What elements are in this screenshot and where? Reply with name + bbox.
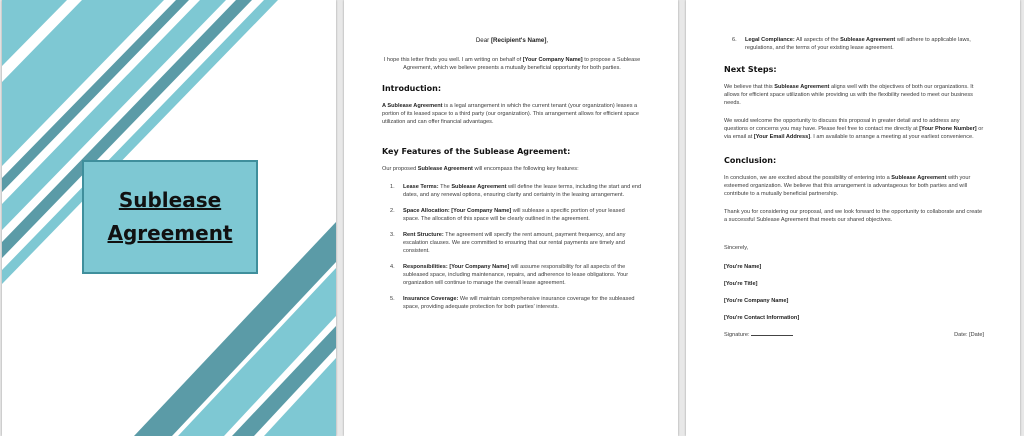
page-3-content [724,36,984,339]
list-item: 5. Insurance Coverage: We will maintain comprehensive insurance coverage for the subleased space, providing adequate protection for both parties' interests. [390,296,635,310]
next-steps-heading: Next Steps: [724,65,777,74]
list-item: 4. Responsibilities: [Your Company Name] will assume responsibility for all aspects of the subleased space, including maintenance, repairs, and adherence to lease obligations. Your organization will continue to manage the overall lease agreement. [390,264,629,286]
features-list [390,183,642,311]
letter-page-3 [686,0,1020,436]
list-item: 3. Rent Structure: The agreement will specify the rent amount, payment frequency, and any escalation clauses. We are committed to ensuring that our rental payments are timely and consistent. [390,232,626,254]
signature-contact: [You're Contact Information] [724,315,800,321]
cover-title-line-1: Sublease [118,188,222,212]
next-steps-paragraph-2: We would welcome the opportunity to discuss this proposal in greater detail and to address any questions or concerns you may have. Please feel free to contact me directly at [Your Phone Number] or via email at [Your Email Address]. I am available to arrange a meeting at your earliest convenience. [724,118,984,140]
introduction-paragraph: A Sublease Agreement is a legal arrangement in which the current tenant (your organization) leases a portion of its leased space to a third party (our organization). This arrangement allows for efficient space utilization and can offer financial advantages. [382,103,639,125]
letter-page-2 [344,0,678,436]
introduction-heading: Introduction: [382,84,442,93]
signature-name: [You're Name] [724,264,762,270]
conclusion-paragraph-2: Thank you for considering our proposal, and we look forward to the opportunity to collaborate and create a successful Sublease Agreement that meets our shared objectives. [724,209,983,223]
next-steps-paragraph-1: We believe that this Sublease Agreement aligns well with the objectives of both our organizations. It allows for efficient space utilization while providing us with the flexibility needed to meet our business needs. [724,84,974,106]
conclusion-paragraph-1: In conclusion, we are excited about the possibility of entering into a Sublease Agreement with your esteemed organization. We believe that this arrangement is advantageous for both parties and will contribute to a mutually beneficial partnership. [724,175,971,197]
cover-page [2,0,336,436]
date-label: Date: [Date] [954,332,984,338]
page-2-content [382,37,642,319]
signature-company: [You're Company Name] [724,298,789,304]
signature-line: Signature: [724,331,793,339]
conclusion-heading: Conclusion: [724,156,777,165]
salutation: Dear [Recipient's Name], [475,37,549,44]
features-intro: Our proposed Sublease Agreement will encompass the following key features: [382,166,579,172]
signature-date-row [724,331,984,339]
sincerely: Sincerely, [724,245,749,251]
cover-title-line-2: Agreement [107,221,233,245]
list-item: 1. Lease Terms: The Sublease Agreement will define the lease terms, including the start and end dates, and any renewal options, ensuring clarity and certainty in the leasing arrangement. [390,184,642,198]
intro-paragraph: I hope this letter finds you well. I am writing on behalf of [Your Company Name] to propose a Sublease Agreement, which we believe presents a mutually beneficial opportunity for both parties. [383,57,641,71]
list-item: 2. Space Allocation: [Your Company Name] will sublease a specific portion of your leased space. The allocation of this space will be clearly outlined in the agreement. [390,208,625,222]
list-item: 6. Legal Compliance: All aspects of the Sublease Agreement will adhere to applicable laws, regulations, and the terms of your existing lease agreement. [732,37,971,51]
cover-title-box [82,160,258,274]
signature-title: [You're Title] [724,281,758,287]
features-list-continued [732,36,984,52]
key-features-heading: Key Features of the Sublease Agreement: [382,147,571,156]
